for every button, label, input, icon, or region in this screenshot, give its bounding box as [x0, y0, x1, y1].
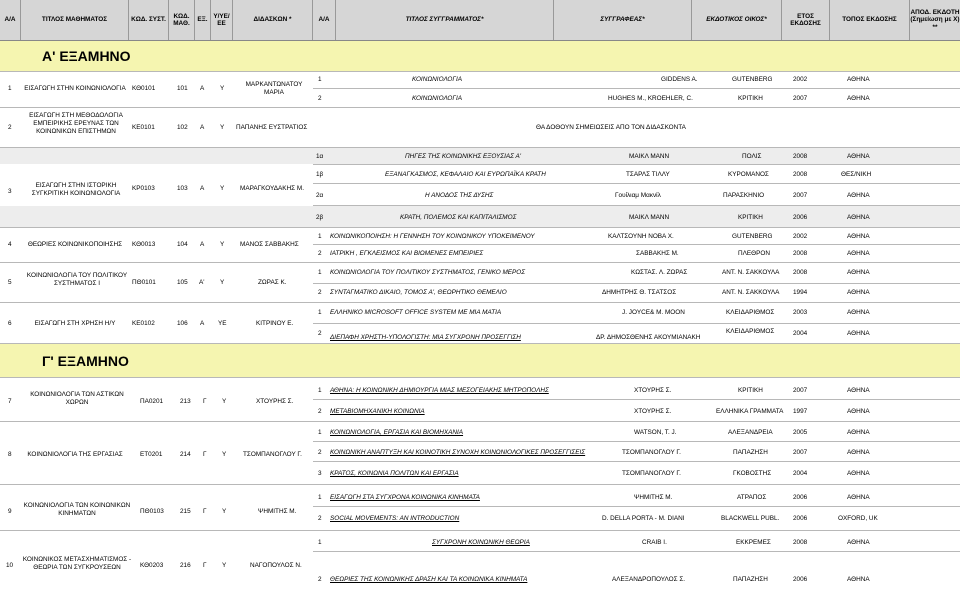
- book-place: ΑΘΗΝΑ: [847, 233, 870, 240]
- book-number: 2β: [316, 214, 324, 221]
- col-publisher: ΕΚΔΟΤΙΚΟΣ ΟΙΚΟΣ*: [692, 0, 782, 40]
- book-year: 2008: [793, 269, 808, 276]
- course-code: ΚΕ0102: [132, 320, 155, 327]
- course-num: 103: [177, 185, 188, 192]
- book-year: 2006: [793, 214, 808, 221]
- course-title: ΕΙΣΑΓΩΓΗ ΣΤΗ ΧΡΗΣΗ Η/Υ: [34, 320, 116, 327]
- book-publisher: ΕΚΚΡΕΜΕΣ: [736, 539, 771, 546]
- book-publisher: ΠΑΡΑΣΚΗΝΙΟ: [723, 192, 765, 199]
- book-author: Γουίλιαμ Μακνίλ: [615, 192, 661, 199]
- course-num: 101: [177, 85, 188, 92]
- book-place: ΑΘΗΝΑ: [847, 95, 870, 102]
- book-place: ΑΘΗΝΑ: [847, 470, 870, 477]
- book-note: ΘΑ ΔΟΘΟΥΝ ΣΗΜΕΙΩΣΕΙΣ ΑΠΟ ΤΟΝ ΔΙΔΑΣΚΟΝΤΑ: [536, 124, 686, 131]
- course-title: ΚΟΙΝΩΝΙΟΛΟΓΙΑ ΤΗΣ ΕΡΓΑΣΙΑΣ: [27, 451, 123, 458]
- course-teacher: ΜΑΡΚΑΝΤΩΝΑΤΟΥ ΜΑΡΙΑ: [245, 81, 303, 96]
- course-title: ΕΙΣΑΓΩΓΗ ΣΤΗΝ ΙΣΤΟΡΙΚΗ ΣΥΓΚΡΙΤΙΚΗ ΚΟΙΝΩΝΙΟΛΟΓΙΑ: [31, 182, 121, 197]
- course-type: Υ: [222, 508, 227, 515]
- course-title: ΚΟΙΝΩΝΙΟΛΟΓΙΑ ΤΩΝ ΚΟΙΝΩΝΙΚΩΝ ΚΙΝΗΜΑΤΩΝ: [23, 502, 131, 517]
- book-author: ΑΛΕΞΑΝΔΡΟΠΟΥΛΟΣ Σ.: [612, 576, 686, 583]
- course-sem: Γ: [203, 562, 207, 569]
- book-author: ΨΗΜΙΤΗΣ Μ.: [634, 494, 673, 501]
- book-publisher: BLACKWELL PUBL.: [721, 515, 780, 522]
- book-publisher: ΕΛΛΗΝΙΚΑ ΓΡΑΜΜΑΤΑ: [716, 408, 784, 415]
- course-teacher: ΠΑΠΑΝΗΣ ΕΥΣΤΡΑΤΙΟΣ: [236, 124, 308, 131]
- book-author: ΜΑΙΚΛ ΜΑΝΝ: [629, 153, 670, 160]
- book-title: ΔΙΕΠΑΦΗ ΧΡΗΣΤΗ-ΥΠΟΛΟΓΙΣΤΗ: ΜΙΑ ΣΥΓΧΡΟΝΗ ΠΡΟΣΕΓΓΙΣΗ: [330, 334, 521, 341]
- book-title: ΙΑΤΡΙΚΗ , ΕΓΚΛΕΙΣΜΟΣ ΚΑΙ ΒΙΩΜΕΝΕΣ ΕΜΠΕΙΡΙΕΣ: [330, 250, 484, 257]
- book-number: 2: [318, 408, 322, 415]
- book-number: 1α: [316, 153, 324, 160]
- course-num: 104: [177, 241, 188, 248]
- course-sem: Α: [200, 85, 205, 92]
- book-publisher: ΚΛΕΙΔΑΡΙΘΜΟΣ: [726, 328, 775, 335]
- book-number: 1: [318, 429, 322, 436]
- book-author: D. DELLA PORTA - M. DIANI: [602, 515, 685, 522]
- course-sem: Α': [199, 279, 205, 286]
- book-title: Η ΑΝΟΔΟΣ ΤΗΣ ΔΥΣΗΣ: [425, 192, 494, 199]
- book-publisher: ΚΡΙΤΙΚΗ: [738, 387, 763, 394]
- book-place: ΑΘΗΝΑ: [847, 576, 870, 583]
- book-place: ΑΘΗΝΑ: [847, 192, 870, 199]
- book-publisher: ΚΡΙΤΙΚΗ: [738, 95, 763, 102]
- course-number: 4: [8, 241, 12, 248]
- book-title: ΚΟΙΝΩΝΙΟΛΟΓΙΑ, ΕΡΓΑΣΙΑ ΚΑΙ ΒΙΟΜΗΧΑΝΙΑ: [330, 429, 464, 436]
- col-book-title: ΤΙΤΛΟΣ ΣΥΓΓΡΑΜΜΑΤΟΣ*: [336, 0, 554, 40]
- course-code: ΠΘ0101: [132, 279, 156, 286]
- course-teacher: ΜΑΡΑΓΚΟΥΔΑΚΗΣ Μ.: [240, 185, 305, 192]
- book-title: ΘΕΩΡΙΕΣ ΤΗΣ ΚΟΙΝΩΝΙΚΗΣ ΔΡΑΣΗ ΚΑΙ ΤΑ ΚΟΙΝΩΝΙΚΑ ΚΙΝΗΜΑΤΑ: [330, 576, 528, 583]
- book-author: ΚΑΛΤΣΟΥΝΗ ΝΟΒΑ Χ.: [608, 233, 674, 240]
- book-author: ΣΑΒΒΑΚΗΣ Μ.: [636, 250, 679, 257]
- col-authors: ΣΥΓΓΡΑΦΕΑΣ*: [554, 0, 692, 40]
- book-publisher: GUTENBERG: [732, 233, 773, 240]
- book-title: ΠΗΓΕΣ ΤΗΣ ΚΟΙΝΩΝΙΚΗΣ ΕΞΟΥΣΙΑΣ Α': [405, 153, 521, 160]
- book-year: 2004: [793, 330, 808, 337]
- book-publisher: ΑΛΕΞΑΝΔΡΕΙΑ: [728, 429, 773, 436]
- col-apod: ΑΠΟΔ. ΕΚΔΟΤΗ (Σημείωση με Χ) **: [910, 8, 960, 31]
- course-type: Υ: [222, 398, 227, 405]
- course-code: ΚΡ0103: [132, 185, 155, 192]
- course-type: Υ: [220, 85, 225, 92]
- book-number: 1: [318, 539, 322, 546]
- book-number: 1: [318, 76, 322, 83]
- book-title: ΑΘΗΝΑ: Η ΚΟΙΝΩΝΙΚΗ ΔΗΜΙΟΥΡΓΙΑ ΜΙΑΣ ΜΕΣΟΓΕΙΑΚΗΣ ΜΗΤΡΟΠΟΛΗΣ: [330, 387, 549, 394]
- book-publisher: ΠΟΛΙΣ: [742, 153, 762, 160]
- book-publisher: ΠΑΠΑΖΗΣΗ: [733, 449, 768, 456]
- book-number: 2: [318, 576, 322, 583]
- book-place: ΑΘΗΝΑ: [847, 76, 870, 83]
- book-author: HUGHES M., KROEHLER, C.: [608, 95, 693, 102]
- book-title: ΚΟΙΝΩΝΙΟΛΟΓΙΑ ΤΟΥ ΠΟΛΙΤΙΚΟΥ ΣΥΣΤΗΜΑΤΟΣ, ΓΕΝΙΚΟ ΜΕΡΟΣ: [330, 269, 526, 276]
- course-code: ΚΕ0101: [132, 124, 155, 131]
- course-code: ΚΘ0203: [140, 562, 164, 569]
- course-sem: Α: [200, 124, 205, 131]
- book-place: ΑΘΗΝΑ: [847, 429, 870, 436]
- semester-a-label: Α' ΕΞΑΜΗΝΟ: [42, 48, 131, 64]
- book-publisher: ΓΚΟΒΟΣΤΗΣ: [733, 470, 772, 477]
- book-year: 2008: [793, 171, 808, 178]
- course-title: ΚΟΙΝΩΝΙΟΛΟΓΙΑ ΤΟΥ ΠΟΛΙΤΙΚΟΥ ΣΥΣΤΗΜΑΤΟΣ Ι: [26, 272, 128, 287]
- course-num: 105: [177, 279, 188, 286]
- book-title: ΚΟΙΝΩΝΙΚΟΠΟΙΗΣΗ: Η ΓΕΝΝΗΣΗ ΤΟΥ ΚΟΙΝΩΝΙΚΟΥ ΥΠΟΚΕΙΜΕΝΟΥ: [330, 233, 535, 240]
- book-place: ΑΘΗΝΑ: [847, 449, 870, 456]
- book-place: ΑΘΗΝΑ: [847, 289, 870, 296]
- book-number: 1: [318, 269, 322, 276]
- course-sem: Γ: [203, 508, 207, 515]
- book-author: J. JOYCE& M. MOON: [622, 309, 685, 316]
- book-year: 2008: [793, 250, 808, 257]
- book-number: 3: [318, 470, 322, 477]
- book-year: 2008: [793, 539, 808, 546]
- book-year: 2007: [793, 192, 808, 199]
- book-number: 2: [318, 515, 322, 522]
- col-aa: Α/Α: [0, 0, 21, 40]
- book-title: ΣΥΓΧΡΟΝΗ ΚΟΙΝΩΝΙΚΗ ΘΕΩΡΙΑ: [432, 539, 530, 546]
- book-place: OXFORD, UK: [838, 515, 878, 522]
- course-type: Υ: [220, 185, 225, 192]
- course-teacher: ΤΣΟΜΠΑΝΟΓΛΟΥ Γ.: [243, 451, 302, 458]
- course-teacher: ΚΙΤΡΙΝΟΥ Ε.: [256, 320, 294, 327]
- book-title: ΚΟΙΝΩΝΙΟΛΟΓΙΑ: [412, 76, 463, 83]
- book-year: 1994: [793, 289, 808, 296]
- book-place: ΑΘΗΝΑ: [847, 330, 870, 337]
- book-place: ΑΘΗΝΑ: [847, 214, 870, 221]
- book-title: ΜΕΤΑΒΙΟΜΗΧΑΝΙΚΗ ΚΟΙΝΩΝΙΑ: [330, 408, 425, 415]
- book-year: 2005: [793, 429, 808, 436]
- col-year: ΕΤΟΣ ΕΚΔΟΣΗΣ: [782, 0, 830, 40]
- col-code: ΚΩΔ. ΣΥΣΤ.: [129, 0, 169, 40]
- course-number: 2: [8, 124, 12, 131]
- book-number: 2: [318, 449, 322, 456]
- course-number: 1: [8, 85, 12, 92]
- course-num: 214: [180, 451, 191, 458]
- course-number: 7: [8, 398, 12, 405]
- book-number: 1: [318, 494, 322, 501]
- course-num: 102: [177, 124, 188, 131]
- course-type: Υ: [222, 451, 227, 458]
- course-number: 8: [8, 451, 12, 458]
- book-place: ΑΘΗΝΑ: [847, 309, 870, 316]
- book-publisher: ΠΑΠΑΖΗΣΗ: [733, 576, 768, 583]
- book-author: ΔΡ. ΔΗΜΟΣΘΕΝΗΣ ΑΚΟΥΜΙΑΝΑΚΗ: [596, 334, 701, 341]
- book-year: 2002: [793, 233, 808, 240]
- semester-g-row: [0, 344, 960, 377]
- book-year: 2006: [793, 576, 808, 583]
- course-code: ΚΘ0013: [132, 241, 156, 248]
- course-title: ΘΕΩΡΙΕΣ ΚΟΙΝΩΝΙΚΟΠΟΙΗΣΗΣ: [27, 241, 123, 248]
- course-sem: Γ: [203, 451, 207, 458]
- book-title: ΚΟΙΝΩΝΙΟΛΟΓΙΑ: [412, 95, 463, 102]
- book-publisher: ΚΡΙΤΙΚΗ: [738, 214, 763, 221]
- col-ex: ΕΞ.: [195, 0, 211, 40]
- book-number: 1: [318, 309, 322, 316]
- book-author: CRAIB I.: [642, 539, 667, 546]
- col-aa2: Α/Α: [313, 0, 336, 40]
- book-title: ΚΟΙΝΩΝΙΚΗ ΑΝΑΠΤΥΞΗ ΚΑΙ ΚΟΙΝΟΤΙΚΗ ΣΥΝΟΧΗ ΚΟΙΝΩΝΙΟΛΟΓΙΚΕΣ ΠΡΟΣΕΓΓΙΣΕΙΣ: [330, 449, 586, 456]
- book-year: 2007: [793, 449, 808, 456]
- book-number: 2: [318, 289, 322, 296]
- semester-a-row: [0, 41, 960, 71]
- book-author: ΤΣΟΜΠΑΝΟΓΛΟΥ Γ.: [622, 449, 681, 456]
- course-type: Υ: [220, 279, 225, 286]
- course-code: ΚΘ0101: [132, 85, 156, 92]
- book-author: ΔΗΜΗΤΡΗΣ Θ. ΤΣΑΤΣΟΣ: [602, 289, 677, 296]
- book-place: ΑΘΗΝΑ: [847, 269, 870, 276]
- book-publisher: ΠΛΕΘΡΟΝ: [738, 250, 770, 257]
- book-year: 2002: [793, 76, 808, 83]
- book-author: ΤΣΑΡΛΣ ΤΙΛΛΥ: [626, 171, 670, 178]
- course-type: Υ: [220, 241, 225, 248]
- book-publisher: ΚΥΡΟΜΑΝΟΣ: [728, 171, 769, 178]
- course-code: ΕΤ0201: [140, 451, 163, 458]
- course-num: 216: [180, 562, 191, 569]
- course-number: 6: [8, 320, 12, 327]
- course-sem: Α: [200, 185, 205, 192]
- book-title: ΕΞΑΝΑΓΚΑΣΜΟΣ, ΚΕΦΑΛΑΙΟ ΚΑΙ ΕΥΡΩΠΑΪΚΑ ΚΡΑΤΗ: [385, 171, 546, 178]
- book-author: ΚΩΣΤΑΣ. Λ. ΖΩΡΑΣ: [631, 269, 688, 276]
- course-type: Υ: [220, 124, 225, 131]
- course-sem: Γ: [203, 398, 207, 405]
- course-num: 106: [177, 320, 188, 327]
- table-header: [0, 0, 960, 41]
- col-teachers: ΔΙΔΑΣΚΩΝ *: [233, 0, 313, 40]
- book-author: ΧΤΟΥΡΗΣ Σ.: [634, 387, 672, 394]
- book-place: ΘΕΣ/ΝΙΚΗ: [841, 171, 872, 178]
- book-year: 2006: [793, 494, 808, 501]
- course-num: 213: [180, 398, 191, 405]
- col-title: ΤΙΤΛΟΣ ΜΑΘΗΜΑΤΟΣ: [21, 0, 129, 40]
- col-place: ΤΟΠΟΣ ΕΚΔΟΣΗΣ: [830, 0, 910, 40]
- course-teacher: ΜΑΝΟΣ ΣΑΒΒΑΚΗΣ: [240, 241, 299, 248]
- book-year: 1997: [793, 408, 808, 415]
- book-publisher: ΚΛΕΙΔΑΡΙΘΜΟΣ: [726, 309, 775, 316]
- book-place: ΑΘΗΝΑ: [847, 153, 870, 160]
- book-title: SOCIAL MOVEMENTS: AN INTRODUCTION: [330, 515, 460, 522]
- course-title: ΚΟΙΝΩΝΙΟΛΟΓΙΑ ΤΩΝ ΑΣΤΙΚΩΝ ΧΩΡΩΝ: [30, 391, 124, 406]
- course-title: ΕΙΣΑΓΩΓΗ ΣΤΗΝ ΚΟΙΝΩΝΙΟΛΟΓΙΑ: [24, 85, 126, 92]
- course-teacher: ΝΑΓΟΠΟΥΛΟΣ Ν.: [250, 562, 302, 569]
- book-place: ΑΘΗΝΑ: [847, 250, 870, 257]
- course-number: 3: [8, 188, 12, 195]
- book-author: ΤΣΟΜΠΑΝΟΓΛΟΥ Γ.: [622, 470, 681, 477]
- book-year: 2007: [793, 95, 808, 102]
- course-code: ΠΑ0201: [140, 398, 164, 405]
- book-title: ΣΥΝΤΑΓΜΑΤΙΚΟ ΔΙΚΑΙΟ, ΤΟΜΟΣ Α', ΘΕΩΡΗΤΙΚΟ ΘΕΜΕΛΙΟ: [330, 289, 507, 296]
- course-teacher: ΧΤΟΥΡΗΣ Σ.: [256, 398, 294, 405]
- course-sem: Α: [200, 320, 205, 327]
- semester-g-label: Γ' ΕΞΑΜΗΝΟ: [42, 353, 129, 369]
- book-number: 2α: [316, 192, 324, 199]
- book-publisher: ΑΤΡΑΠΟΣ: [737, 494, 767, 501]
- book-publisher: ΑΝΤ. Ν. ΣΑΚΚΟΥΛΑ: [722, 269, 780, 276]
- course-title: ΕΙΣΑΓΩΓΗ ΣΤΗ ΜΕΘΟΔΟΛΟΓΙΑ ΕΜΠΕΙΡΙΚΗΣ ΕΡΕΥΝΑΣ ΤΩΝ ΚΟΙΝΩΝΙΚΩΝ ΕΠΙΣΤΗΜΩΝ: [29, 112, 123, 135]
- book-year: 2007: [793, 387, 808, 394]
- course-type: ΥΕ: [218, 320, 227, 327]
- book-author: ΧΤΟΥΡΗΣ Σ.: [634, 408, 672, 415]
- book-author: WATSON, T. J.: [634, 429, 677, 436]
- course-num: 215: [180, 508, 191, 515]
- course-title: ΚΟΙΝΩΝΙΚΟΣ ΜΕΤΑΣΧΗΜΑΤΙΣΜΟΣ - ΘΕΩΡΙΑ ΤΩΝ ΣΥΓΚΡΟΥΣΕΩΝ: [22, 556, 132, 571]
- book-place: ΑΘΗΝΑ: [847, 387, 870, 394]
- course-teacher: ΨΗΜΙΤΗΣ Μ.: [258, 508, 297, 515]
- book-number: 2: [318, 250, 322, 257]
- book-publisher: ΑΝΤ. Ν. ΣΑΚΚΟΥΛΑ: [722, 289, 780, 296]
- course-teacher: ΖΩΡΑΣ Κ.: [258, 279, 287, 286]
- book-title: ΚΡΑΤΗ, ΠΟΛΕΜΟΣ ΚΑΙ ΚΑΠΙΤΑΛΙΣΜΟΣ: [400, 214, 517, 221]
- book-number: 2: [318, 95, 322, 102]
- course-sem: Α: [200, 241, 205, 248]
- book-author: ΜΑΙΚΛ ΜΑΝΝ: [629, 214, 670, 221]
- book-title: ΚΡΑΤΟΣ, ΚΟΙΝΩΝΙΑ ΠΟΛΙΤΩΝ ΚΑΙ ΕΡΓΑΣΙΑ: [330, 470, 459, 477]
- book-year: 2003: [793, 309, 808, 316]
- book-place: ΑΘΗΝΑ: [847, 408, 870, 415]
- col-ye: Υ/ΥΕ/ ΕΕ: [211, 0, 233, 40]
- book-author: GIDDENS A.: [661, 76, 698, 83]
- book-year: 2006: [793, 515, 808, 522]
- course-code: ΠΘ0103: [140, 508, 164, 515]
- book-number: 1β: [316, 171, 324, 178]
- book-number: 1: [318, 233, 322, 240]
- book-place: ΑΘΗΝΑ: [847, 539, 870, 546]
- book-place: ΑΘΗΝΑ: [847, 494, 870, 501]
- course-number: 9: [8, 508, 12, 515]
- book-year: 2004: [793, 470, 808, 477]
- book-number: 2: [318, 330, 322, 337]
- book-publisher: GUTENBERG: [732, 76, 773, 83]
- book-year: 2008: [793, 153, 808, 160]
- course-type: Υ: [222, 562, 227, 569]
- book-title: ΕΙΣΑΓΩΓΗ ΣΤΑ ΣΥΓΧΡΟΝΑ ΚΟΙΝΩΝΙΚΑ ΚΙΝΗΜΑΤΑ: [330, 494, 480, 501]
- col-code-math: ΚΩΔ. ΜΑΘ.: [169, 0, 195, 40]
- book-title: ΕΛΛΗΝΙΚΟ MICROSOFT OFFICE SYSTEM ME MIA MATIA: [330, 309, 502, 316]
- course-number: 5: [8, 279, 12, 286]
- course-number: 10: [6, 562, 14, 569]
- book-number: 1: [318, 387, 322, 394]
